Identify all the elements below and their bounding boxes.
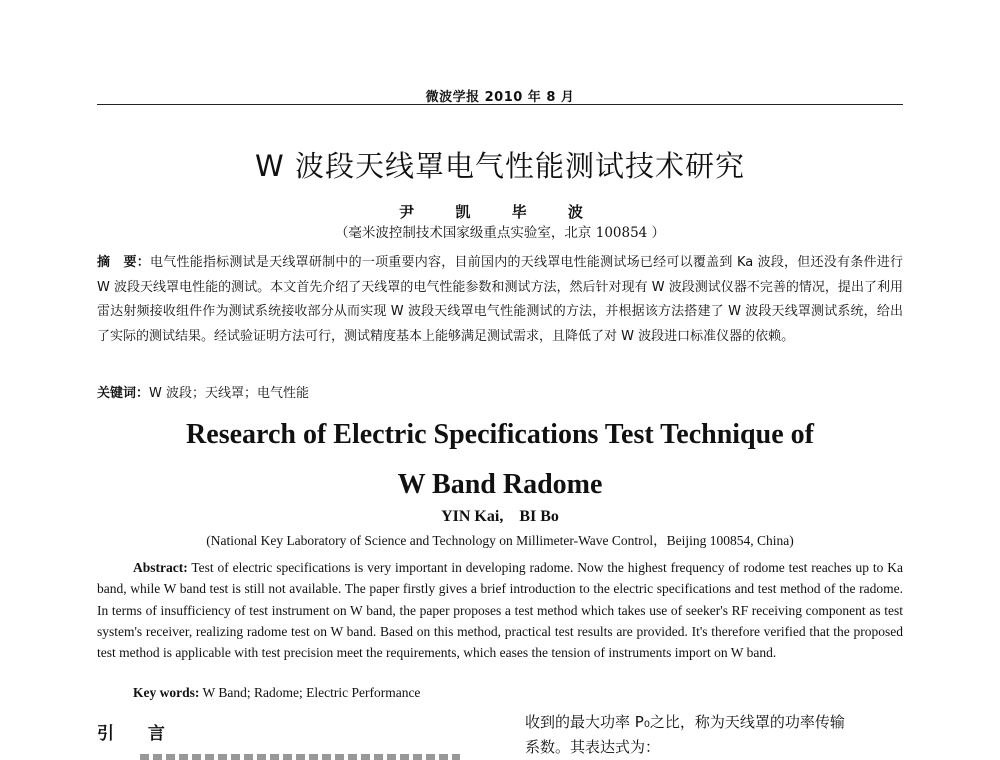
chinese-title: W 波段天线罩电气性能测试技术研究 <box>255 149 745 183</box>
chinese-affiliation: （毫米波控制技术国家级重点实验室，北京 100854 ） <box>334 225 666 241</box>
english-keywords-label: Key words: <box>133 685 200 700</box>
chinese-abstract-text: 电气性能指标测试是天线罩研制中的一项重要内容，目前国内的天线罩电性能测试场已经可以覆盖到 Ka 波段，但还没有条件进行 W 波段天线罩电性能的测试。本文首先介绍了天线罩的电气性能参数和测试方法，然后针对现有 W 波段测试仪器不完善的情况，提出了利用雷达射频接收组件作为测试系统接收部分从而实现 W 波段天线罩电气性能测试的方法，并根据该方法搭建了 W 波段天线罩测试系统，给出了实际的测试结果。经试验证明方法可行，测试精度基本上能够满足测试需求，且降低了对 W 波段进口标准仪器的依赖。 <box>97 255 903 344</box>
header-rule <box>97 104 903 105</box>
english-keywords-text: W Band; Radome; Electric Performance <box>199 685 421 700</box>
right-column-line-2: 系数。其表达式为： <box>525 738 661 756</box>
journal-header: 微波学报 2010 年 8 月 <box>425 90 575 105</box>
right-column-line-1: 收到的最大功率 P₀之比，称为天线罩的功率传输 <box>525 713 845 731</box>
section-heading-introduction: 引 言 <box>97 724 179 744</box>
chinese-keywords-text: W 波段；天线罩；电气性能 <box>149 386 310 401</box>
chinese-abstract-label: 摘 要： <box>97 255 150 270</box>
english-abstract <box>97 557 903 663</box>
english-keywords <box>133 685 833 701</box>
chinese-keywords <box>97 382 903 401</box>
english-affiliation: (National Key Laboratory of Science and Technology on Millimeter-Wave Control，Beijing 100854, China) <box>206 533 794 548</box>
chinese-abstract <box>97 251 903 349</box>
english-title-line-2: W Band Radome <box>397 469 603 500</box>
english-abstract-text: Test of electric specifications is very important in developing radome. Now the highest frequency of rodome test reaches up to Ka band, while W band test is still not available. The paper firstly gives a brief introduction to the electric specifications and test method of the radome. In terms of insufficiency of test instrument on W band, the paper proposes a test method which takes use of seeker's RF receiving component as test system's receiver, realizing radome test on W band. Based on this method, practical test results are provided. It's therefore verified that the proposed test method is applicable with test precision meet the requirements, which eases the tension of instruments import on W band. <box>97 560 903 661</box>
english-abstract-label: Abstract: <box>133 560 188 575</box>
chinese-authors: 尹 凯 毕 波 <box>399 203 601 221</box>
cropped-text-line <box>140 754 460 760</box>
english-authors: YIN Kai, BI Bo <box>441 508 559 525</box>
chinese-keywords-label: 关键词： <box>97 386 150 401</box>
right-column-text <box>525 710 905 760</box>
english-title <box>0 410 1000 510</box>
english-title-line-1: Research of Electric Specifications Test Technique of <box>186 419 814 450</box>
